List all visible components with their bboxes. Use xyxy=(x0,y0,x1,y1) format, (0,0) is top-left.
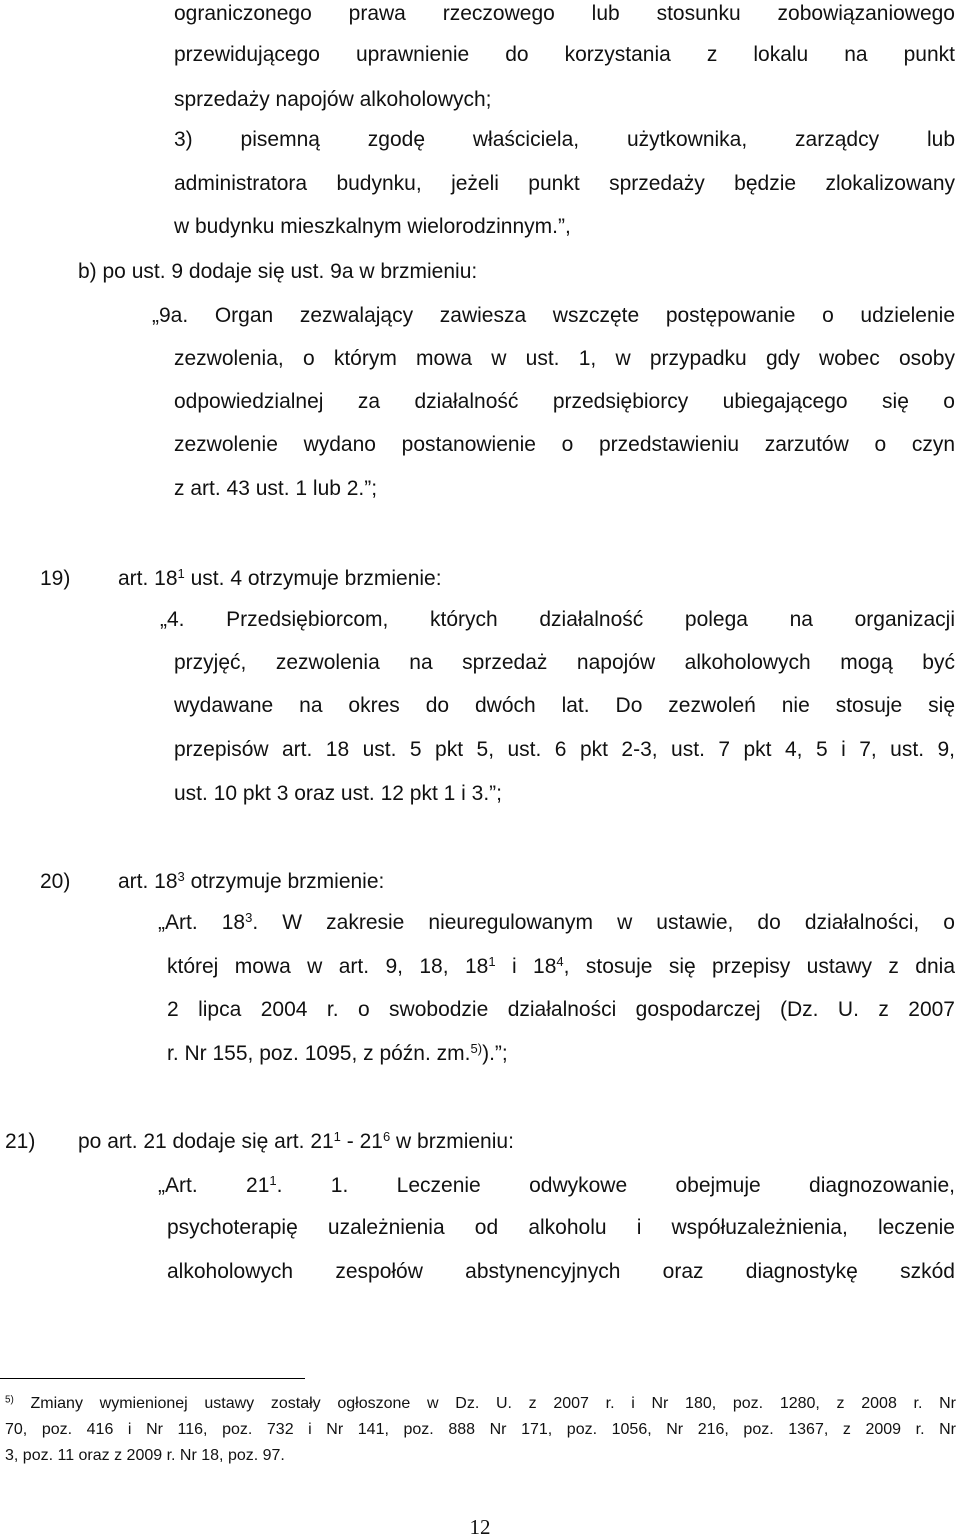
text-line: administratora budynku, jeżeli punkt sprzedaży będzie zlokalizowany xyxy=(174,172,955,195)
text-line: w budynku mieszkalnym wielorodzinnym.”, xyxy=(174,215,571,238)
item-number: 21) xyxy=(5,1130,36,1153)
text-line: ust. 10 pkt 3 oraz ust. 12 pkt 1 i 3.”; xyxy=(174,782,503,805)
footnote-line: $^{5)}$ Zmiany wymienionej ustawy zostały ogłoszone w Dz. U. z 2007 r. i Nr 180, poz. 1280, z 2008 r. Nr xyxy=(5,1394,956,1412)
text-line: przepisów art. 18 ust. 5 pkt 5, ust. 6 pkt 2-3, ust. 7 pkt 4, 5 i 7, ust. 9, xyxy=(174,738,955,761)
footnote-line: 70, poz. 416 i Nr 116, poz. 732 i Nr 141, poz. 888 Nr 171, poz. 1056, Nr 216, poz. 1367, z 2009 r. Nr xyxy=(5,1421,956,1438)
item-intro: po art. 21 dodaje się art. $21^1 - 21^6$ w brzmieniu: xyxy=(78,1128,514,1153)
text-line: której mowa w art. 9, 18, $18^1$ i $18^4$, stosuje się przepisy ustawy z dnia xyxy=(167,953,955,978)
text-line: sprzedaży napojów alkoholowych; xyxy=(174,88,492,111)
text-line: przyjęć, zezwolenia na sprzedaż napojów alkoholowych mogą być xyxy=(174,651,955,674)
text-line: zezwolenia, o którym mowa w ust. 1, w przypadku gdy wobec osoby xyxy=(174,347,955,370)
text-line: psychoterapię uzależnienia od alkoholu i współuzależnienia, leczenie xyxy=(167,1216,955,1239)
text-line: „9a. Organ zezwalający zawiesza wszczęte postępowanie o udzielenie xyxy=(152,304,955,327)
item-number: 19) xyxy=(40,567,71,590)
text-line: „4. Przedsiębiorcom, których działalność polega na organizacji xyxy=(160,608,955,631)
footnote-line: 3, poz. 11 oraz z 2009 r. Nr 18, poz. 97. xyxy=(5,1447,285,1464)
text-line: 3) pisemną zgodę właściciela, użytkownika, zarządcy lub xyxy=(174,128,955,151)
item-intro: art. $18^1$ ust. 4 otrzymuje brzmienie: xyxy=(118,565,442,590)
item-intro: art. $18^3$ otrzymuje brzmienie: xyxy=(118,868,385,893)
text-line: zezwolenie wydano postanowienie o przedstawieniu zarzutów o czyn xyxy=(174,433,955,456)
text-line: z art. 43 ust. 1 lub 2.”; xyxy=(174,477,378,500)
text-line: odpowiedzialnej za działalność przedsiębiorcy ubiegającego się o xyxy=(174,390,955,413)
text-line: wydawane na okres do dwóch lat. Do zezwoleń nie stosuje się xyxy=(174,694,955,717)
text-line: „Art. $21^1$. 1. Leczenie odwykowe obejmuje diagnozowanie, xyxy=(158,1172,955,1197)
footnote-separator xyxy=(0,1378,305,1379)
text-line: przewidującego uprawnienie do korzystania z lokalu na punkt xyxy=(174,43,955,66)
page-number: 12 xyxy=(469,1515,491,1539)
text-line: b) po ust. 9 dodaje się ust. 9a w brzmieniu: xyxy=(78,260,478,283)
text-line: r. Nr 155, poz. 1095, z późn. zm.$^{5)}$).”; xyxy=(167,1040,508,1065)
text-line: ograniczonego prawa rzeczowego lub stosunku zobowiązaniowego xyxy=(174,2,955,25)
item-number: 20) xyxy=(40,870,71,893)
text-line: „Art. $18^3$. W zakresie nieuregulowanym w ustawie, do działalności, o xyxy=(158,909,955,934)
text-line: 2 lipca 2004 r. o swobodzie działalności gospodarczej (Dz. U. z 2007 xyxy=(167,998,955,1021)
text-line: alkoholowych zespołów abstynencyjnych oraz diagnostykę szkód xyxy=(167,1260,955,1283)
